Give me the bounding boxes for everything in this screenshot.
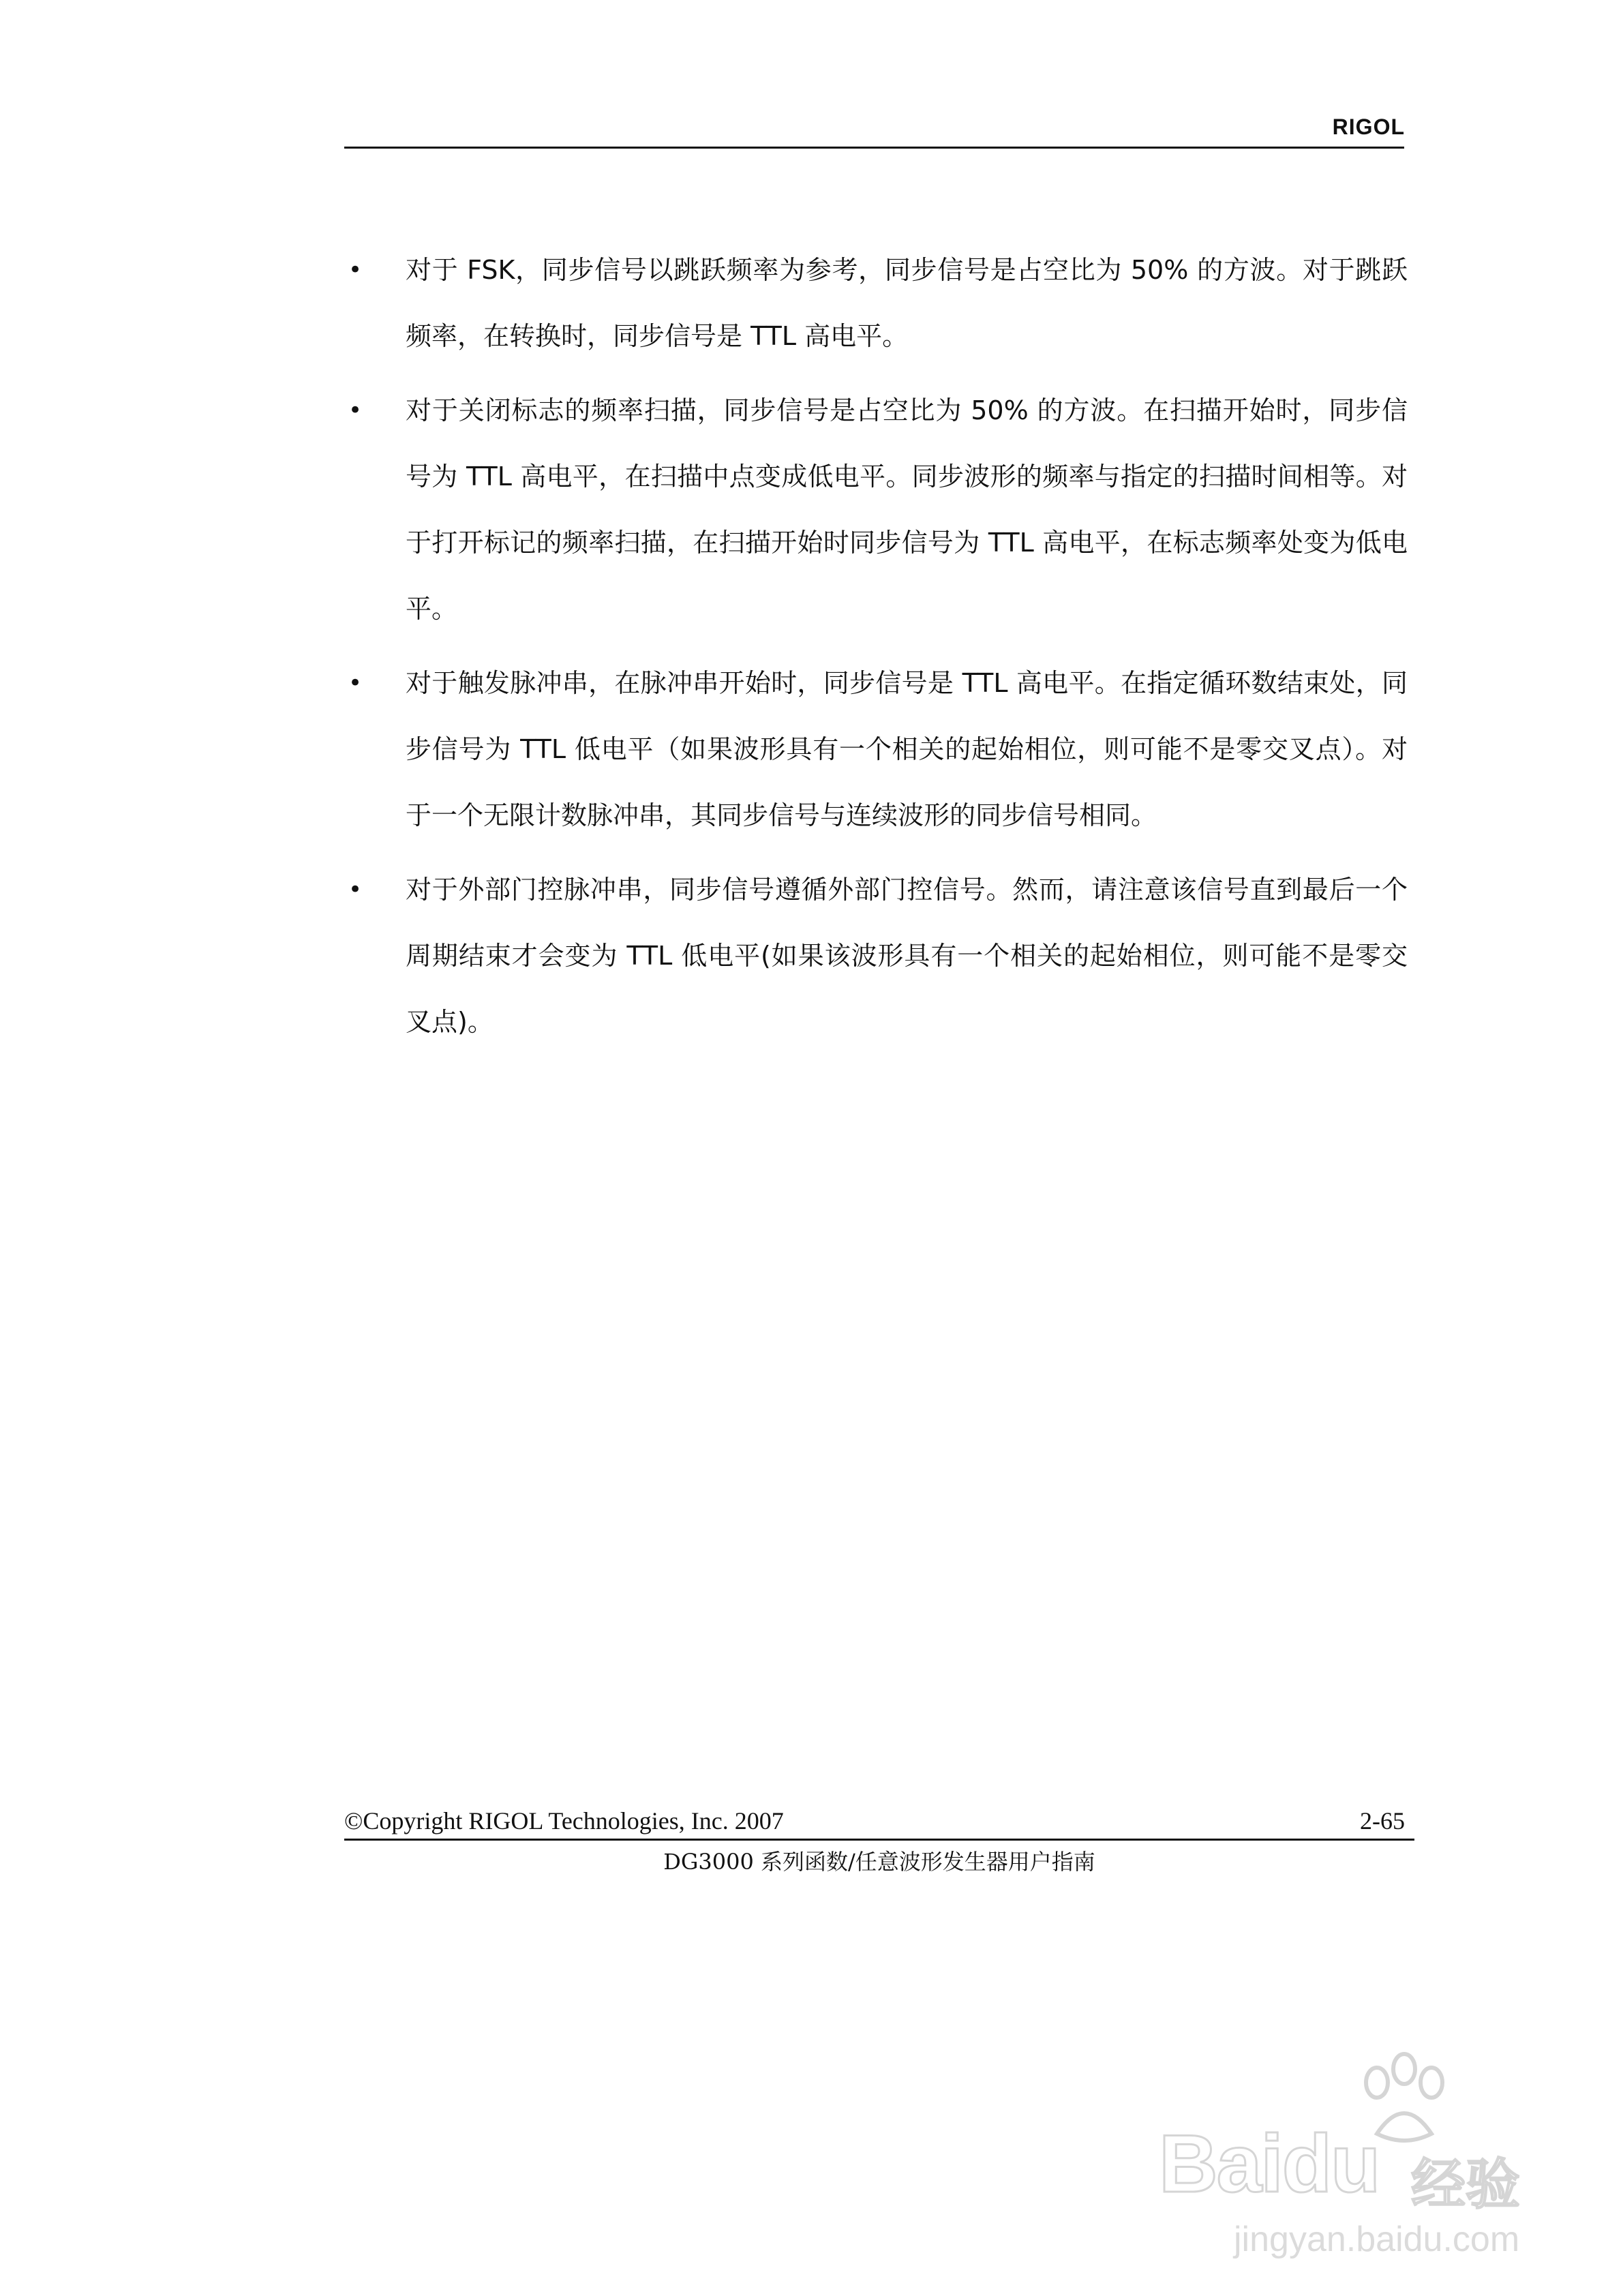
bullet-marker: •: [348, 876, 363, 903]
bullet-text: 对于 FSK，同步信号以跳跃频率为参考，同步信号是占空比为 50% 的方波。对于跳跃频率，在转换时，同步信号是 TTL 高电平。: [406, 255, 1408, 351]
document-body: [344, 237, 1408, 1063]
list-item: [344, 650, 1408, 849]
watermark-url: jingyan.baidu.com: [1234, 2220, 1520, 2259]
footer-page-number: 2-65: [1360, 1807, 1405, 1834]
bullet-text: 对于关闭标志的频率扫描，同步信号是占空比为 50% 的方波。在扫描开始时，同步信号为 TTL 高电平，在扫描中点变成低电平。同步波形的频率与指定的扫描时间相等。对于打开标记的频率扫描，在扫描开始时同步信号为 TTL 高电平，在标志频率处变为低电平。: [406, 395, 1408, 624]
bullet-text: 对于触发脉冲串，在脉冲串开始时，同步信号是 TTL 高电平。在指定循环数结束处，同步信号为 TTL 低电平（如果波形具有一个相关的起始相位，则可能不是零交叉点）。对于一个无限计数脉冲串，其同步信号与连续波形的同步信号相同。: [406, 668, 1408, 830]
bullet-marker: •: [348, 669, 363, 697]
watermark-brand: Baidu: [1159, 2118, 1380, 2209]
baidu-watermark: [1145, 2052, 1568, 2277]
list-item: [344, 378, 1408, 642]
bullet-text: 对于外部门控脉冲串，同步信号遵循外部门控信号。然而，请注意该信号直到最后一个周期结束才会变为 TTL 低电平(如果该波形具有一个相关的起始相位，则可能不是零交叉点)。: [406, 875, 1408, 1037]
list-item: [344, 857, 1408, 1055]
footer-rule: [344, 1839, 1414, 1841]
header-brand: RIGOL: [1332, 115, 1405, 139]
bullet-marker: •: [348, 256, 363, 284]
bullet-marker: •: [348, 397, 363, 424]
list-item: [344, 237, 1408, 369]
header-rule: [344, 147, 1404, 149]
watermark-sub: 经验: [1411, 2153, 1520, 2216]
footer-subtitle: DG3000 系列函数/任意波形发生器用户指南: [663, 1849, 1095, 1875]
footer-copyright: ©Copyright RIGOL Technologies, Inc. 2007: [344, 1807, 784, 1834]
